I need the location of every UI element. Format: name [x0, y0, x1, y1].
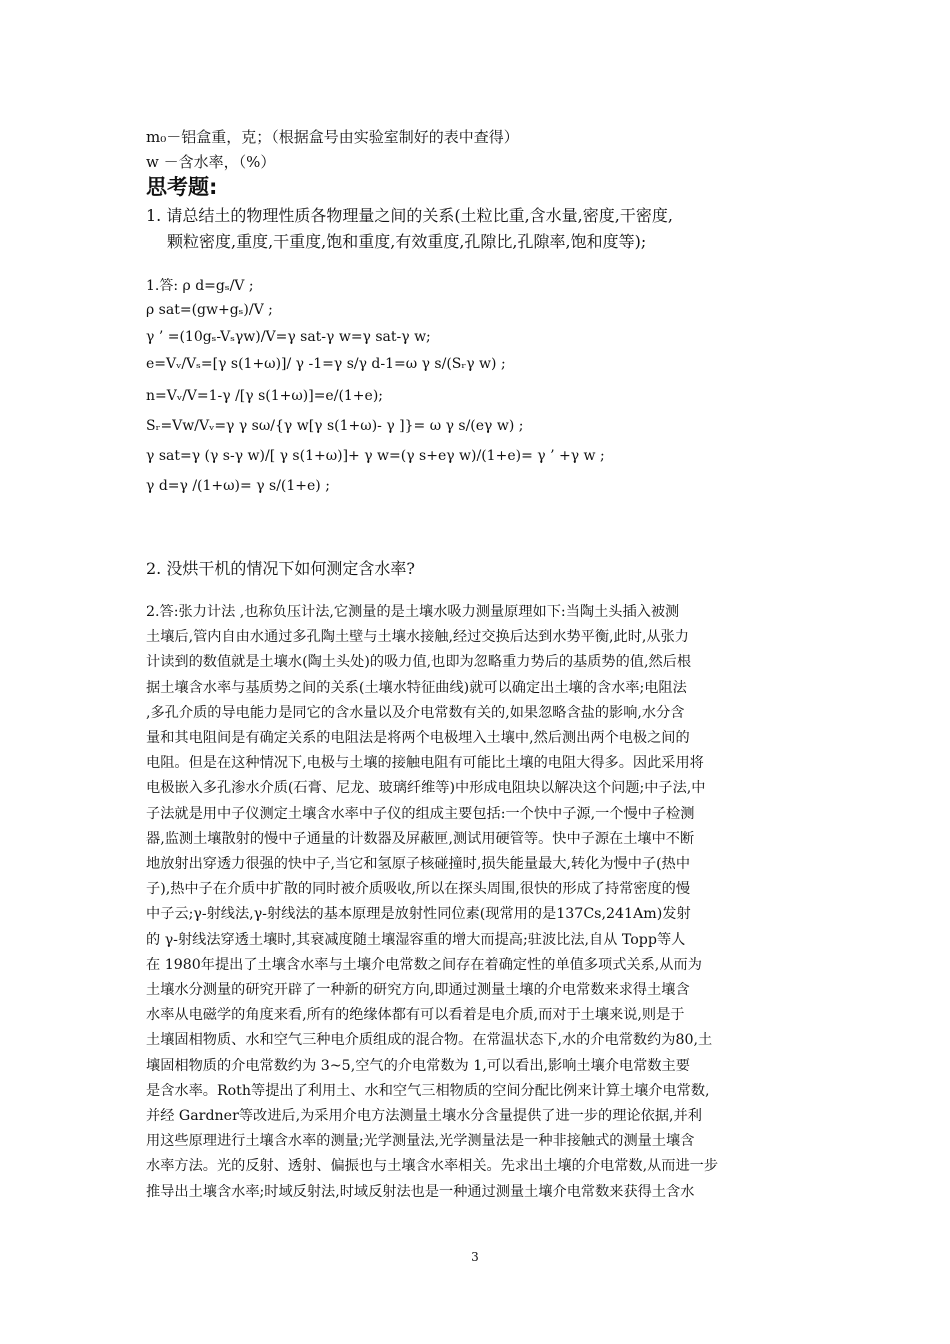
answer-1-line: n=Vᵥ/V=1-γ /[γ s(1+ω)]=e/(1+e); — [146, 388, 384, 404]
answer-1-line: γ sat=γ (γ s-γ w)/[ γ s(1+ω)]+ γ w=(γ s+eγ w)/(1+e)= γ ’ +γ w ; — [146, 448, 605, 464]
answer-2-line: ,多孔介质的导电能力是同它的含水量以及介电常数有关的,如果忽略含盐的影响,水分含 — [146, 704, 685, 721]
answer-2-line: 在 1980年提出了土壤含水率与土壤介电常数之间存在着确定性的单值多项式关系,从而为 — [146, 956, 702, 973]
answer-2-line: 是含水率。Roth等提出了利用土、水和空气三相物质的空间分配比例来计算土壤介电常数, — [146, 1082, 710, 1099]
answer-1-line: Sᵣ=Vw/Vᵥ=γ γ sω/{γ w[γ s(1+ω)- γ ]}= ω γ s/(eγ w) ; — [146, 418, 524, 434]
answer-2-line: 2.答:张力计法 ,也称负压计法,它测量的是土壤水吸力测量原理如下:当陶土头插入被测 — [146, 604, 680, 620]
page-number: 3 — [471, 1250, 479, 1264]
answer-2-line: 并经 Gardner等改进后,为采用介电方法测量土壤水分含量提供了进一步的理论依据,并利 — [146, 1108, 702, 1125]
answer-1-line: e=Vᵥ/Vₛ=[γ s(1+ω)]/ γ -1=γ s/γ d-1=ω γ s/(Sᵣγ w) ; — [146, 356, 506, 372]
answer-2-line: 子法就是用中子仪测定土壤含水率中子仪的组成主要包括:一个快中子源,一个慢中子检测 — [146, 805, 695, 822]
answer-2-line: 电极嵌入多孔渗水介质(石膏、尼龙、玻璃纤维等)中形成电阻块以解决这个问题;中子法,中 — [146, 780, 706, 797]
question-1-line-2: 颗粒密度,重度,干重度,饱和重度,有效重度,孔隙比,孔隙率,饱和度等); — [167, 232, 647, 251]
answer-2-line: 地放射出穿透力很强的快中子,当它和氢原子核碰撞时,损失能量最大,转化为慢中子(热中 — [146, 856, 691, 873]
answer-2-line: 壤固相物质的介电常数约为 3~5,空气的介电常数为 1,可以看出,影响土壤介电常数主要 — [146, 1057, 690, 1074]
text-line-m0: m₀－铝盒重，克；（根据盒号由实验室制好的表中查得） — [146, 128, 519, 146]
answer-2-line: 器,监测土壤散射的慢中子通量的计数器及屏蔽匣,测试用硬管等。快中子源在土壤中不断 — [146, 830, 695, 847]
answer-2-paragraph — [146, 600, 808, 1205]
answer-2-line: 量和其电阻间是有确定关系的电阻法是将两个电极埋入土壤中,然后测出两个电极之间的 — [146, 730, 690, 747]
answer-2-line: 子),热中子在介质中扩散的同时被介质吸收,所以在探头周围,很快的形成了持常密度的慢 — [146, 881, 691, 898]
question-1-line-1: 1. 请总结土的物理性质各物理量之间的关系(土粒比重,含水量,密度,干密度, — [146, 206, 673, 225]
answer-2-line: 用这些原理进行土壤含水率的测量;光学测量法,光学测量法是一种非接触式的测量土壤含 — [146, 1133, 695, 1150]
answer-2-line: 土壤水分测量的研究开辟了一种新的研究方向,即通过测量土壤的介电常数来求得土壤含 — [146, 982, 690, 999]
answer-1-line: 1.答: ρ d=gₛ/V ; — [146, 278, 254, 294]
answer-2-line: 中子云;γ-射线法,γ-射线法的基本原理是放射性同位素(现常用的是137Cs,241Am)发射 — [146, 906, 691, 923]
answer-2-line: 推导出土壤含水率;时域反射法,时域反射法也是一种通过测量土壤介电常数来获得土含水 — [146, 1183, 695, 1200]
answer-2-line: 土壤固相物质、水和空气三种电介质组成的混合物。在常温状态下,水的介电常数约为80,土 — [146, 1032, 713, 1049]
answer-1-line: γ d=γ /(1+ω)= γ s/(1+e) ; — [146, 478, 330, 494]
answer-2-line: 水率方法。光的反射、透射、偏振也与土壤含水率相关。先求出土壤的介电常数,从而进一步 — [146, 1158, 719, 1175]
answer-2-line: 的 γ-射线法穿透土壤时,其衰减度随土壤湿容重的增大而提高;驻波比法,自从 Topp等人 — [146, 931, 686, 948]
answer-1-line: γ ’ =(10gₛ-Vₛγw)/V=γ sat-γ w=γ sat-γ w; — [146, 329, 431, 345]
answer-2-line: 土壤后,管内自由水通过多孔陶土壁与土壤水接触,经过交换后达到水势平衡,此时,从张力 — [146, 629, 689, 646]
answer-2-line: 计读到的数值就是土壤水(陶土头处)的吸力值,也即为忽略重力势后的基质势的值,然后根 — [146, 654, 692, 671]
answer-1-line: ρ sat=(gw+gₛ)/V ; — [146, 302, 273, 318]
answer-2-line: 电阻。但是在这种情况下,电极与土壤的接触电阻有可能比土壤的电阻大得多。因此采用将 — [146, 755, 704, 772]
answer-2-line: 水率从电磁学的角度来看,所有的绝缘体都有可以看着是电介质,而对于土壤来说,则是于 — [146, 1007, 685, 1024]
section-heading: 思考题: — [146, 175, 218, 199]
text-line-w: w －含水率，（%） — [146, 153, 276, 171]
question-2: 2. 没烘干机的情况下如何测定含水率? — [146, 559, 415, 578]
answer-2-line: 据土壤含水率与基质势之间的关系(土壤水特征曲线)就可以确定出土壤的含水率;电阻法 — [146, 679, 687, 696]
